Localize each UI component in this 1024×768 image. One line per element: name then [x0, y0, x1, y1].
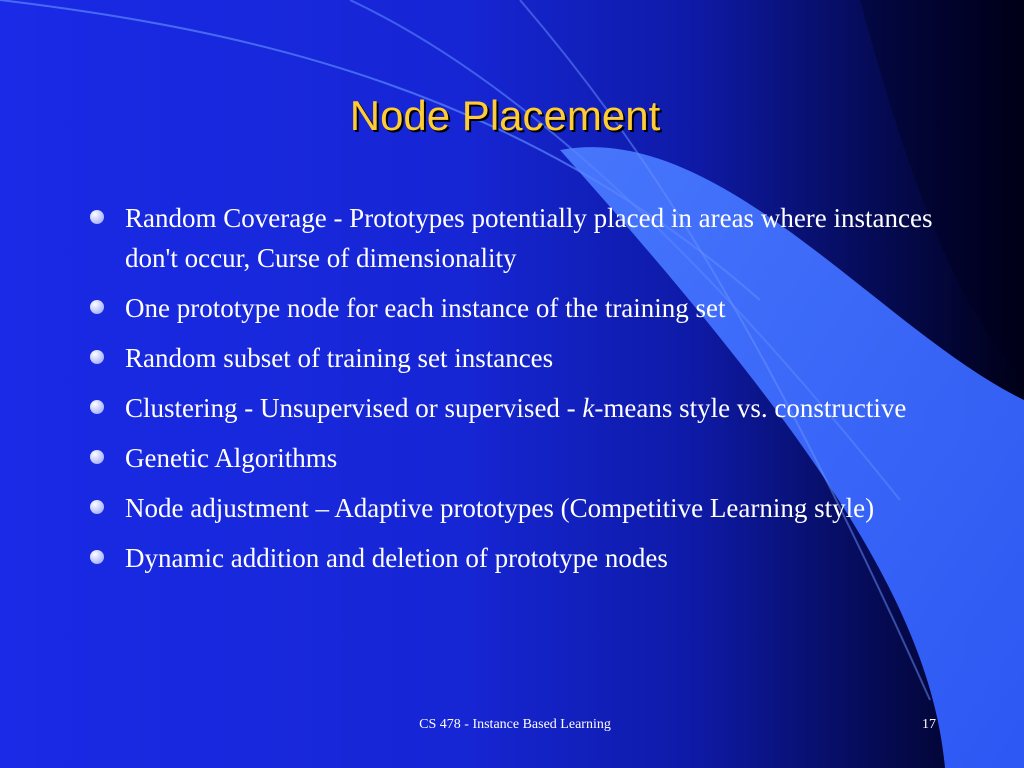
bullet-icon [90, 550, 104, 564]
bullet-item-genetic-algorithms [90, 438, 940, 478]
bullet-text: Random subset of training set instances [125, 343, 554, 373]
slide-title: Node Placement [349, 92, 661, 139]
bullet-item-one-prototype [90, 288, 940, 328]
page-number: 17 [922, 717, 936, 732]
footer-course-title: CS 478 - Instance Based Learning [419, 717, 611, 732]
bullet-text: Random Coverage - Prototypes potentially placed in areas where instances don't occur, Curse of dimensionality [125, 203, 933, 273]
bullet-icon [90, 450, 104, 464]
bullet-icon [90, 350, 104, 364]
bullet-text: Genetic Algorithms [125, 443, 338, 473]
bullet-text: Node adjustment – Adaptive prototypes (Competitive Learning style) [125, 493, 875, 523]
bullet-icon [90, 300, 104, 314]
bullet-text-after: -means style vs. constructive [594, 393, 907, 423]
bullet-item-random-subset [90, 338, 940, 378]
bullet-item-random-coverage [90, 198, 940, 278]
bullet-text: One prototype node for each instance of the training set [125, 293, 726, 323]
bullet-text-italic-k: k [582, 393, 595, 423]
slide-footer [0, 717, 1024, 737]
bullet-icon [90, 400, 104, 414]
bullet-item-node-adjustment [90, 488, 940, 528]
bullet-text-before: Clustering - Unsupervised or supervised - [125, 393, 583, 423]
bullet-icon [90, 210, 104, 224]
bullet-text: Dynamic addition and deletion of prototype nodes [125, 543, 668, 573]
bullet-item-dynamic-addition [90, 538, 940, 578]
bullet-item-clustering [90, 388, 940, 428]
bullet-list [90, 198, 940, 588]
bullet-icon [90, 500, 104, 514]
